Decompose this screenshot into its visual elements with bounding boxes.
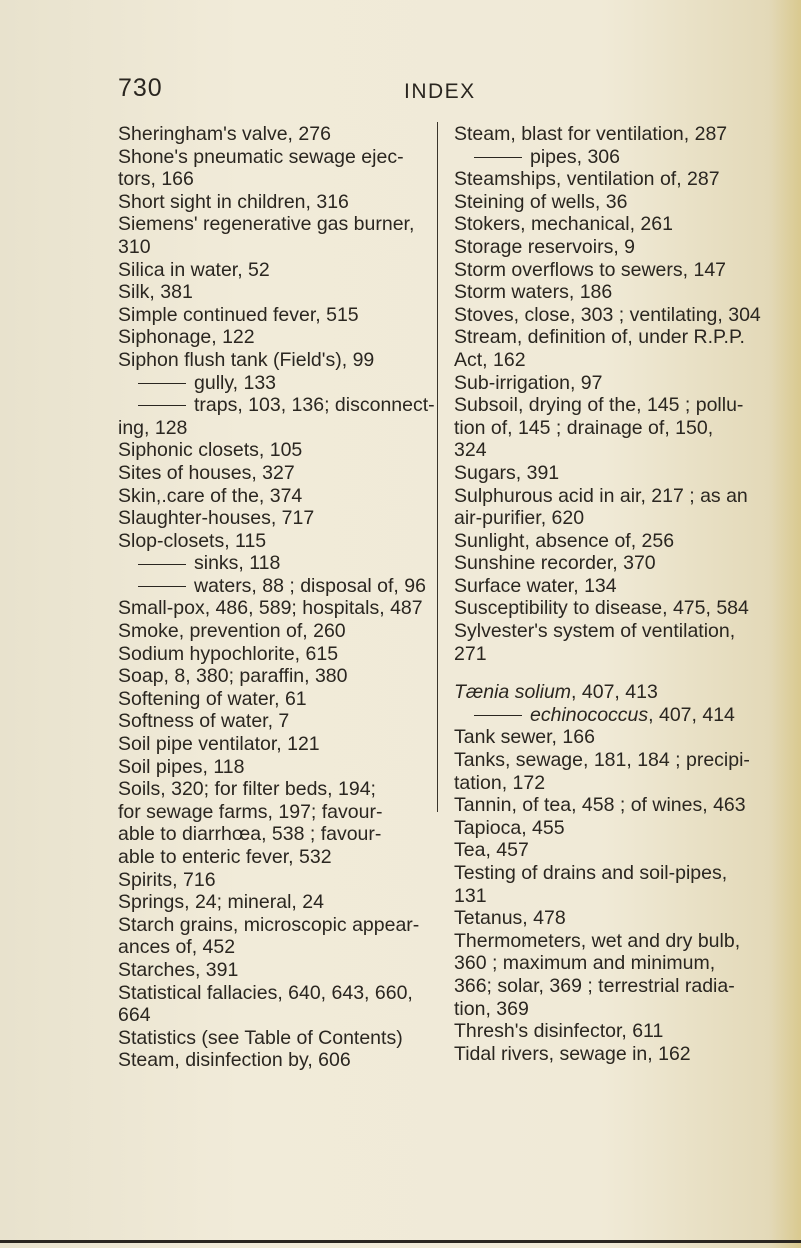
entry-text: Surface water, 134 xyxy=(454,574,617,597)
index-entry-continuation xyxy=(118,417,436,440)
index-entry xyxy=(454,681,772,704)
entry-text: Testing of drains and soil-pipes, xyxy=(454,862,728,884)
entry-text: 131 xyxy=(454,884,487,907)
entry-text: , 407, 414 xyxy=(648,703,735,726)
entry-text: Stokers, mechanical, 261 xyxy=(454,213,673,236)
entry-text: Soils, 320; for filter beds, 194; xyxy=(118,778,376,801)
entry-text: ances of, 452 xyxy=(118,936,236,959)
index-entry xyxy=(118,191,436,214)
entry-text: Sulphurous acid in air, 217 ; as an xyxy=(454,484,748,507)
entry-text: Stoves, close, 303 ; ventilating, 304 xyxy=(454,303,761,326)
index-entry xyxy=(118,552,436,575)
entry-text: 360 ; maximum and minimum, xyxy=(454,952,716,975)
entry-text: traps, 103, 136; disconnect- xyxy=(194,394,435,417)
entry-text: Slop-closets, 115 xyxy=(118,529,267,552)
index-entry xyxy=(118,665,436,688)
index-entry xyxy=(118,259,436,282)
entry-text: Spirits, 716 xyxy=(118,868,216,891)
index-entry xyxy=(118,530,436,553)
entry-text: Siemens' regenerative gas burner, xyxy=(118,213,415,236)
index-entry-continuation xyxy=(118,801,436,824)
index-entry-continuation xyxy=(454,998,772,1021)
entry-text: Softness of water, 7 xyxy=(118,710,290,733)
entry-text: Sugars, 391 xyxy=(454,461,560,484)
ditto-dash xyxy=(138,405,186,406)
index-entry xyxy=(454,191,772,214)
entry-text: sinks, 118 xyxy=(194,552,281,575)
index-entry xyxy=(118,146,436,169)
entry-text: Skin,.care of the, 374 xyxy=(118,484,303,507)
entry-text: 271 xyxy=(454,642,487,665)
entry-text: Tetanus, 478 xyxy=(454,907,566,930)
entry-text: 324 xyxy=(454,439,487,462)
entry-text: Subsoil, drying of the, 145 ; pollu- xyxy=(454,394,744,417)
index-entry xyxy=(454,281,772,304)
entry-text: Sunlight, absence of, 256 xyxy=(454,529,675,552)
entry-text: Tapioca, 455 xyxy=(454,816,565,839)
index-entry xyxy=(454,213,772,236)
index-entry xyxy=(118,394,436,417)
entry-text: for sewage farms, 197; favour- xyxy=(118,800,383,823)
entry-text: waters, 88 ; disposal of, 96 xyxy=(194,574,426,597)
entry-text: Steamships, ventilation of, 287 xyxy=(454,168,720,191)
index-entry xyxy=(118,281,436,304)
ditto-dash xyxy=(138,383,186,384)
entry-text: Siphonic closets, 105 xyxy=(118,439,303,462)
entry-text: Starch grains, microscopic appear- xyxy=(118,913,420,936)
page-bottom-rule xyxy=(0,1240,801,1243)
entry-text: gully, 133 xyxy=(194,371,277,394)
entry-text: able to enteric fever, 532 xyxy=(118,846,332,868)
index-column-left xyxy=(118,123,436,1072)
entry-text: Sheringham's valve, 276 xyxy=(118,123,331,145)
index-entry-continuation xyxy=(118,168,436,191)
index-entry xyxy=(454,394,772,417)
page-header xyxy=(0,74,801,114)
entry-text: Soil pipe ventilator, 121 xyxy=(118,733,320,756)
index-entry xyxy=(454,372,772,395)
entry-text: Storm waters, 186 xyxy=(454,281,613,304)
entry-text: Steam, disinfection by, 606 xyxy=(118,1049,351,1072)
index-entry xyxy=(118,326,436,349)
entry-text: Tanks, sewage, 181, 184 ; precipi- xyxy=(454,749,750,772)
entry-text: 366; solar, 369 ; terrestrial radia- xyxy=(454,974,735,997)
index-entry xyxy=(454,930,772,953)
index-entry xyxy=(118,349,436,372)
entry-text: Statistics (see Table of Contents) xyxy=(118,1026,403,1049)
entry-text: able to diarrhœa, 538 ; favour- xyxy=(118,823,382,846)
entry-text: Soil pipes, 118 xyxy=(118,755,245,778)
entry-text: Starches, 391 xyxy=(118,958,239,981)
index-entry xyxy=(118,304,436,327)
index-entry xyxy=(454,530,772,553)
index-entry xyxy=(454,817,772,840)
entry-text: air-purifier, 620 xyxy=(454,507,585,530)
italic-term: echinococcus xyxy=(530,703,649,726)
entry-text: tors, 166 xyxy=(118,168,194,191)
index-entry xyxy=(454,123,772,146)
entry-text: , 407, 413 xyxy=(571,681,658,704)
entry-text: Sub-irrigation, 97 xyxy=(454,371,603,394)
entry-text: Small-pox, 486, 589; hospitals, 487 xyxy=(118,597,423,620)
entry-text: pipes, 306 xyxy=(530,145,620,168)
index-entry xyxy=(118,688,436,711)
ditto-dash xyxy=(474,157,522,158)
index-entry xyxy=(118,1027,436,1050)
entry-text: Silica in water, 52 xyxy=(118,258,270,281)
index-entry-continuation xyxy=(118,846,436,869)
index-entry-continuation xyxy=(118,236,436,259)
index-entry xyxy=(118,1049,436,1072)
entry-text: Sodium hypochlorite, 615 xyxy=(118,642,339,665)
index-entry xyxy=(454,907,772,930)
index-entry xyxy=(454,1020,772,1043)
ditto-dash xyxy=(138,564,186,565)
index-entry xyxy=(118,372,436,395)
index-entry xyxy=(454,236,772,259)
entry-text: tion, 369 xyxy=(454,997,529,1020)
index-entry xyxy=(454,304,772,327)
index-entry xyxy=(118,778,436,801)
index-entry xyxy=(454,597,772,620)
entry-text: Simple continued fever, 515 xyxy=(118,303,359,326)
entry-text: tion of, 145 ; drainage of, 150, xyxy=(454,416,714,439)
index-entry-continuation xyxy=(118,823,436,846)
entry-text: Sylvester's system of ventilation, xyxy=(454,620,736,643)
entry-text: Steam, blast for ventilation, 287 xyxy=(454,123,728,145)
entry-text: Shone's pneumatic sewage ejec- xyxy=(118,145,404,168)
index-entry xyxy=(454,749,772,772)
entry-text: Siphonage, 122 xyxy=(118,326,255,349)
entry-text: Steining of wells, 36 xyxy=(454,190,628,213)
index-entry xyxy=(118,891,436,914)
index-entry xyxy=(454,862,772,885)
index-entry xyxy=(454,146,772,169)
index-entry xyxy=(118,914,436,937)
index-entry-continuation xyxy=(454,507,772,530)
entry-text: Act, 162 xyxy=(454,348,526,371)
entry-text: Softening of water, 61 xyxy=(118,687,307,710)
index-entry-continuation xyxy=(454,349,772,372)
index-entry-continuation xyxy=(454,439,772,462)
index-entry xyxy=(454,575,772,598)
index-entry-continuation xyxy=(118,936,436,959)
entry-text: Springs, 24; mineral, 24 xyxy=(118,891,324,914)
entry-text: Sites of houses, 327 xyxy=(118,461,295,484)
page-number: 730 xyxy=(118,74,163,102)
index-entry-continuation xyxy=(454,952,772,975)
entry-text: Thermometers, wet and dry bulb, xyxy=(454,929,741,952)
ditto-dash xyxy=(474,715,522,716)
index-entry xyxy=(118,710,436,733)
index-entry xyxy=(118,462,436,485)
entry-text: Soap, 8, 380; paraffin, 380 xyxy=(118,665,348,688)
index-entry xyxy=(118,123,436,146)
entry-text: Tannin, of tea, 458 ; of wines, 463 xyxy=(454,794,746,817)
entry-text: Short sight in children, 316 xyxy=(118,190,349,213)
entry-text: Siphon flush tank (Field's), 99 xyxy=(118,348,375,371)
index-entry-continuation xyxy=(454,975,772,998)
index-entry xyxy=(454,462,772,485)
entry-text: Tank sewer, 166 xyxy=(454,726,595,749)
entry-text: Silk, 381 xyxy=(118,281,193,304)
index-entry xyxy=(454,839,772,862)
index-entry xyxy=(118,439,436,462)
column-divider xyxy=(437,122,438,812)
entry-text: Storm overflows to sewers, 147 xyxy=(454,258,727,281)
index-entry xyxy=(118,507,436,530)
index-entry xyxy=(454,552,772,575)
entry-text: 310 xyxy=(118,235,151,258)
entry-text: Slaughter-houses, 717 xyxy=(118,507,315,530)
index-entry-continuation xyxy=(454,885,772,908)
entry-text: 664 xyxy=(118,1004,151,1027)
index-entry xyxy=(118,213,436,236)
index-entry xyxy=(454,620,772,643)
entry-text: Stream, definition of, under R.P.P. xyxy=(454,326,745,349)
index-entry xyxy=(118,959,436,982)
ditto-dash xyxy=(138,586,186,587)
index-entry xyxy=(118,869,436,892)
index-entry xyxy=(118,733,436,756)
index-entry xyxy=(118,575,436,598)
entry-text: Thresh's disinfector, 611 xyxy=(454,1020,664,1043)
index-entry xyxy=(454,726,772,749)
index-entry xyxy=(454,168,772,191)
entry-text: tation, 172 xyxy=(454,771,546,794)
entry-text: Tidal rivers, sewage in, 162 xyxy=(454,1042,691,1065)
entry-text: Statistical fallacies, 640, 643, 660, xyxy=(118,981,413,1004)
index-entry xyxy=(454,259,772,282)
index-entry xyxy=(454,704,772,727)
entry-text: Smoke, prevention of, 260 xyxy=(118,620,346,643)
entry-text: Storage reservoirs, 9 xyxy=(454,235,635,258)
index-entry-continuation xyxy=(454,417,772,440)
index-entry xyxy=(454,326,772,349)
entry-text: Susceptibility to disease, 475, 584 xyxy=(454,597,749,620)
index-entry-continuation xyxy=(454,772,772,795)
index-entry xyxy=(118,620,436,643)
index-entry xyxy=(118,643,436,666)
running-head: INDEX xyxy=(404,80,476,103)
index-entry xyxy=(454,794,772,817)
entry-text: ing, 128 xyxy=(118,416,188,439)
index-entry-continuation xyxy=(118,1004,436,1027)
italic-term: Tænia solium xyxy=(454,681,572,704)
entry-text: Tea, 457 xyxy=(454,839,529,862)
index-entry-continuation xyxy=(454,643,772,666)
index-entry xyxy=(118,756,436,779)
index-entry xyxy=(454,485,772,508)
entry-text: Sunshine recorder, 370 xyxy=(454,552,656,575)
entry-gap xyxy=(454,665,772,681)
index-entry xyxy=(118,982,436,1005)
index-entry xyxy=(454,1043,772,1066)
index-entry xyxy=(118,597,436,620)
index-column-right xyxy=(454,123,772,1065)
index-entry xyxy=(118,485,436,508)
